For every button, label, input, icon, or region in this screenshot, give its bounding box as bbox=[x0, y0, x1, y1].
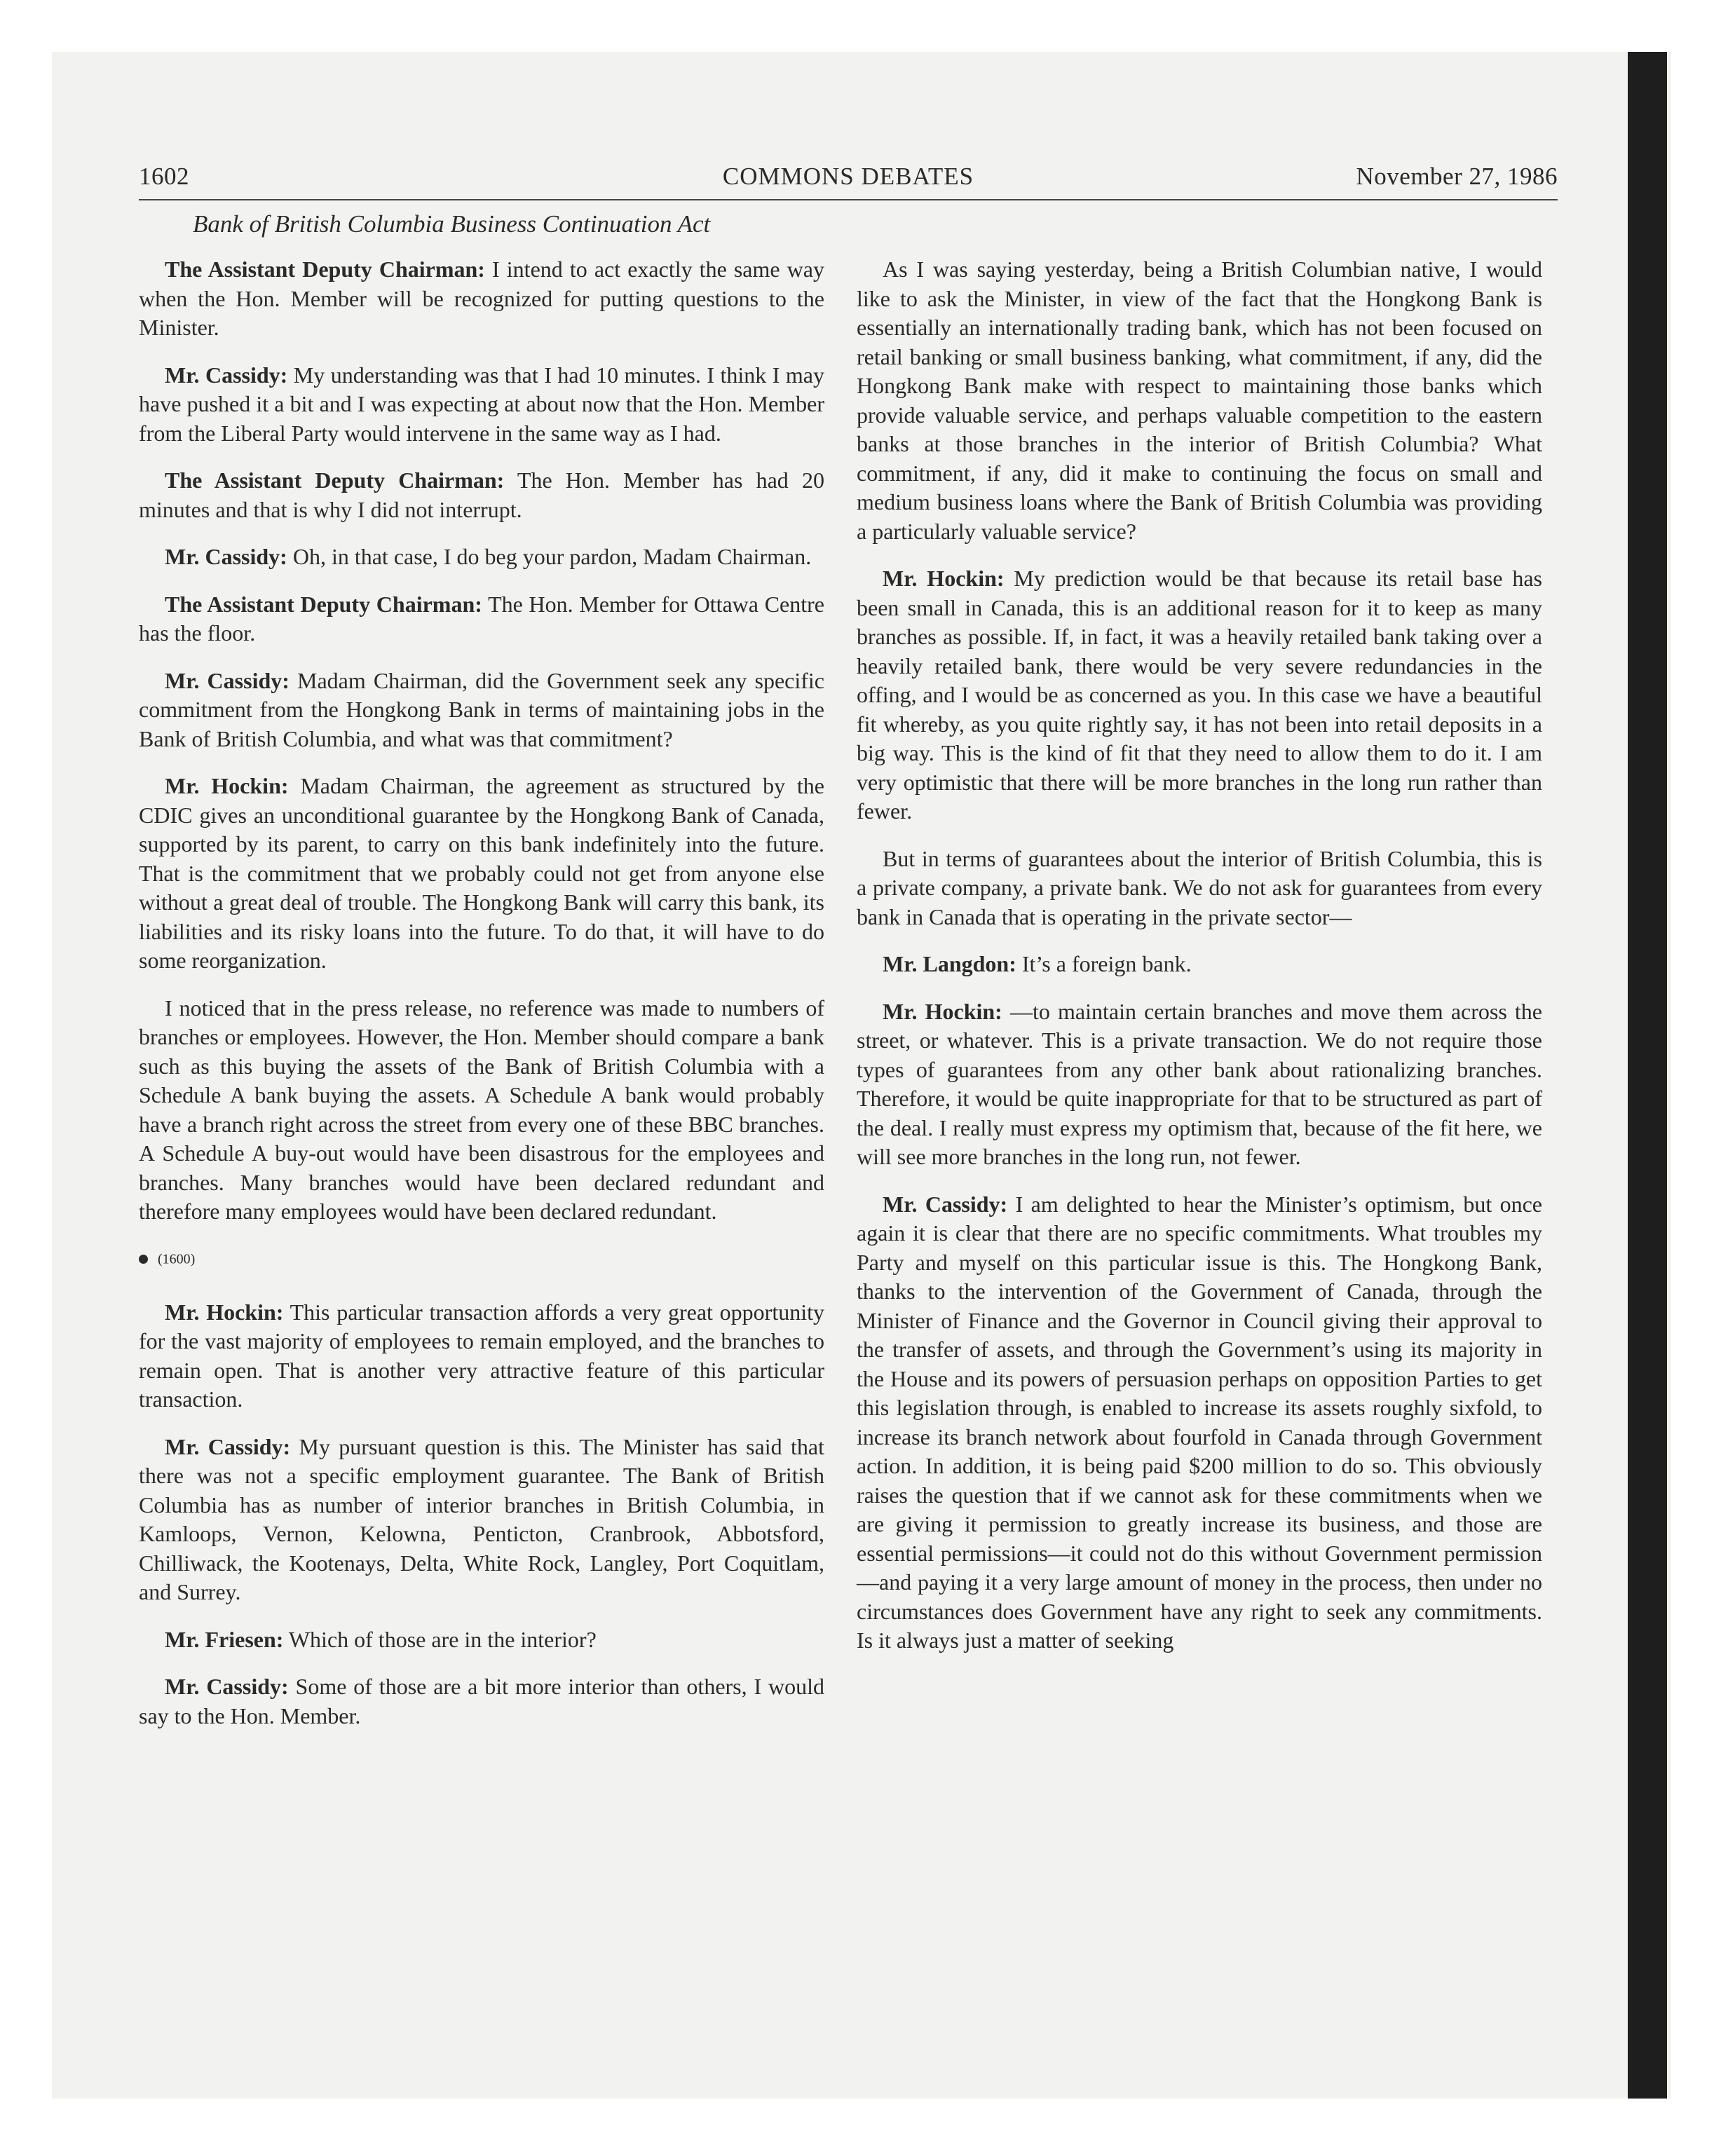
speaker-name: Mr. Friesen: bbox=[165, 1626, 284, 1652]
speech-text: My pursuant question is this. The Minister has said that there was not a specific employment guarantee. The Bank of British Columbia has as number of interior branches in British Columbia, in Kamloops, Vernon, Kelowna, Penticton, Cranbrook, Abbotsford, Chilliwack, the Kootenays, Delta, White Rock, Langley, Port Coquitlam, and Surrey. bbox=[139, 1433, 825, 1605]
speech-paragraph bbox=[857, 1190, 1542, 1656]
page-edge-shadow bbox=[1628, 52, 1667, 2099]
speech-paragraph bbox=[139, 361, 824, 449]
speech-text: My prediction would be that because its retail base has been small in Canada, this is an additional reason for it to keep as many branches as possible. If, in fact, it was a heavily retailed bank taking over a heavily retailed bank, there would be very severe redundancies in the offing, and I would be as concerned as you. In this case we have a beautiful fit whereby, as you quite rightly say, it has not been into retail deposits in a big way. This is the kind of fit that they need to allow them to do it. I am very optimistic that there will be more branches in the long run rather than fewer. bbox=[857, 566, 1543, 824]
speech-text: I noticed that in the press release, no reference was made to numbers of branches or employees. However, the Hon. Member should compare a bank such as this buying the assets of the Bank of British Columbia with a Schedule A bank buying the assets. A Schedule A bank would probably have a branch right across the street from every one of these BBC branches. A Schedule A buy-out would have been disastrous for the employees and branches. Many branches would have been declared redundant and therefore many employees would have been declared redundant. bbox=[139, 995, 824, 1224]
speaker-name: Mr. Hockin: bbox=[165, 1299, 284, 1325]
speech-text: Which of those are in the interior? bbox=[283, 1626, 597, 1652]
speech-text: It’s a foreign bank. bbox=[1016, 951, 1192, 976]
speech-paragraph bbox=[857, 564, 1542, 826]
speaker-name: Mr. Cassidy: bbox=[165, 667, 290, 693]
speaker-name: Mr. Cassidy: bbox=[165, 1433, 291, 1459]
speech-paragraph bbox=[139, 667, 824, 754]
speech-paragraph bbox=[139, 1433, 824, 1607]
speech-text: Madam Chairman, the agreement as structured by the CDIC gives an unconditional guarantee by the Hongkong Bank of Canada, supported by its parent, to carry on this bank indefinitely into the future. That is the commitment that we probably could not get from anyone else without a great deal of trouble. The Hongkong Bank will carry this bank, its liabilities and its risky loans into the future. To do that, it will have to do some reorganization. bbox=[139, 773, 824, 973]
header-date: November 27, 1986 bbox=[1356, 163, 1558, 190]
speech-paragraph bbox=[139, 590, 824, 648]
speech-paragraph bbox=[139, 466, 824, 524]
speech-text: As I was saying yesterday, being a British Columbian native, I would like to ask the Minister, in view of the fact that the Hongkong Bank is essentially an internationally trading bank, which has not been focused on retail banking or small business banking, what commitment, if any, did the Hongkong Bank make with respect to maintaining those banks which provide valuable service, and perhaps valuable competition to the eastern banks at those branches in the interior of British Columbia? What commitment, if any, did it make to continuing the focus on small and medium business loans where the Bank of British Columbia was providing a particularly valuable service? bbox=[857, 257, 1542, 544]
speech-text: Some of those are a bit more interior than others, I would say to the Hon. Member. bbox=[139, 1674, 825, 1728]
speech-text: The Hon. Member has had 20 minutes and that is why I did not interrupt. bbox=[139, 468, 824, 522]
speaker-name: Mr. Cassidy: bbox=[883, 1191, 1008, 1217]
speech-paragraph bbox=[139, 994, 824, 1227]
speaker-name: Mr. Cassidy: bbox=[165, 1674, 289, 1700]
speaker-name: The Assistant Deputy Chairman: bbox=[165, 591, 482, 617]
section-subtitle: Bank of British Columbia Business Continuation Act bbox=[193, 210, 711, 238]
speech-text: But in terms of guarantees about the interior of British Columbia, this is a private company, a private bank. We do not ask for guarantees from every bank in Canada that is operating in the private sector— bbox=[857, 845, 1542, 929]
speech-text: The Hon. Member for Ottawa Centre has the floor. bbox=[139, 591, 825, 646]
speech-text: Madam Chairman, did the Government seek any specific commitment from the Hongkong Bank in terms of maintaining jobs in the Bank of British Columbia, and what was that commitment? bbox=[139, 667, 825, 751]
page-number: 1602 bbox=[139, 163, 189, 190]
speech-paragraph bbox=[857, 997, 1542, 1172]
speaker-name: Mr. Hockin: bbox=[883, 998, 1002, 1024]
speech-paragraph bbox=[139, 1672, 824, 1731]
speaker-name: Mr. Cassidy: bbox=[165, 362, 288, 388]
speech-paragraph bbox=[139, 543, 824, 572]
time-marker-label: (1600) bbox=[158, 1251, 196, 1267]
speech-text: This particular transaction affords a very great opportunity for the vast majority of employees to remain employed, and the branches to remain open. That is another very attractive feature of this particular transaction. bbox=[139, 1299, 824, 1412]
speech-text: My understanding was that I had 10 minutes. I think I may have pushed it a bit and I was expecting at about now that the Hon. Member from the Liberal Party would intervene in the same way as I had. bbox=[139, 362, 824, 446]
speaker-name: The Assistant Deputy Chairman: bbox=[165, 468, 505, 493]
bullet-dot-icon bbox=[139, 1255, 148, 1264]
speaker-name: Mr. Langdon: bbox=[883, 951, 1016, 976]
speech-paragraph bbox=[139, 1298, 824, 1414]
speech-paragraph bbox=[857, 845, 1542, 932]
header-rule bbox=[139, 199, 1558, 200]
left-paragraphs-after bbox=[139, 1298, 824, 1731]
speech-paragraph bbox=[857, 255, 1542, 546]
left-paragraphs bbox=[139, 255, 824, 1227]
right-column bbox=[857, 255, 1542, 1674]
speech-paragraph bbox=[139, 1625, 824, 1655]
speech-paragraph bbox=[857, 950, 1542, 979]
speaker-name: Mr. Cassidy: bbox=[165, 544, 287, 569]
speech-paragraph bbox=[139, 255, 824, 343]
left-column bbox=[139, 255, 824, 1749]
speech-text: Oh, in that case, I do beg your pardon, Madam Chairman. bbox=[287, 544, 812, 569]
time-marker bbox=[139, 1245, 824, 1274]
publication-title: COMMONS DEBATES bbox=[722, 163, 974, 190]
speaker-name: Mr. Hockin: bbox=[883, 566, 1005, 591]
speech-text: —to maintain certain branches and move them across the street, or whatever. This is a private transaction. We do not require those types of guarantees from any other bank about rationalizing branches. Therefore, it would be quite inappropriate for that to be structured as part of the deal. I really must express my optimism that, because of the fit here, we will see more branches in the long run, not fewer. bbox=[857, 998, 1543, 1169]
speech-text: I am delighted to hear the Minister’s optimism, but once again it is clear that there are no specific commitments. What troubles my Party and myself on this particular issue is this. The Hongkong Bank, thanks to the intervention of the Government of Canada, through the Minister of Finance and the Governor in Council giving their approval to the transfer of assets, and through the Government’s using its majority in the House and its powers of persuasion perhaps on opposition Parties to get this legislation through, is enabled to increase its assets roughly sixfold, to increase its branch network about fourfold in Canada through Government action. In addition, it is being paid $200 million to do so. This obviously raises the question that if we cannot ask for these commitments when we are giving it permission to greatly increase its business, and those are essential permissions—it could not do this without Government permission—and paying it a very large amount of money in the process, then under no circumstances does Government have any right to seek any commitments. Is it always just a matter of seeking bbox=[857, 1191, 1542, 1653]
speaker-name: The Assistant Deputy Chairman: bbox=[165, 257, 485, 282]
right-paragraphs bbox=[857, 255, 1542, 1656]
speaker-name: Mr. Hockin: bbox=[165, 773, 289, 798]
speech-text: I intend to act exactly the same way when the Hon. Member will be recognized for putting questions to the Minister. bbox=[139, 257, 825, 340]
page-header bbox=[139, 163, 1558, 199]
speech-paragraph bbox=[139, 772, 824, 976]
